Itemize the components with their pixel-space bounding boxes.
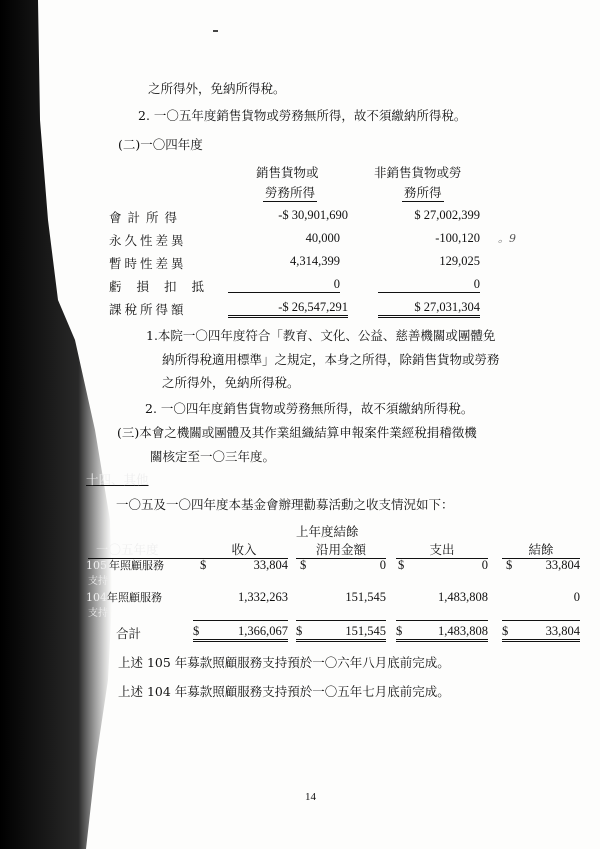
row-label-permanent-diff: 永久性差異 [109, 233, 187, 248]
row2-label: 104年照顧服務 [86, 591, 162, 604]
row-label-taxable-income: 課稅所得額 [109, 302, 187, 317]
row-label-temporary-diff: 暫時性差異 [109, 256, 187, 271]
header-expense: 支出 [396, 540, 488, 559]
row2-prev: 151,545 [345, 590, 386, 604]
speck [213, 30, 218, 32]
dollar-sign: $ [193, 624, 200, 638]
row1-balance: 33,804 [545, 558, 580, 572]
paragraph-continuation: 之所得外，免納所得稅。 [148, 81, 286, 96]
total-prev-cell [296, 620, 386, 642]
row2-income: 1,332,263 [238, 590, 288, 604]
dollar-sign: $ [296, 624, 303, 638]
row2-balance: 0 [573, 590, 580, 604]
note-104: 上述 104 年募款照顧服務支持預於一〇五年七月底前完成。 [118, 684, 450, 699]
total-income: 1,366,067 [238, 624, 288, 638]
total-expense: 1,483,808 [438, 624, 488, 638]
row2-label-tail: 支持 [88, 608, 108, 619]
header-income: 收入 [200, 540, 288, 559]
total-prev: 151,545 [345, 624, 386, 638]
row-value-b: 0 [378, 277, 480, 293]
row-value-b: $ 27,002,399 [414, 208, 480, 222]
dollar-sign: $ [398, 558, 405, 572]
note-1-line-1: 1.本院一〇四年度符合「教育、文化、公益、慈善機關或團體免 [146, 328, 496, 343]
margin-pen-mark: 。9 [498, 232, 516, 245]
dollar-sign: $ [300, 558, 307, 572]
total-balance-cell [502, 620, 580, 642]
total-income-cell [193, 620, 288, 642]
note-1-line-2: 納所得稅適用標準」之規定，本身之所得，除銷售貨物或勞務 [162, 352, 500, 367]
total-expense-cell [396, 620, 488, 642]
note-2-2014: 2. 一〇四年度銷售貨物或勞務無所得，故不須繳納所得稅。 [145, 401, 474, 416]
section-14-intro: 一〇五及一〇四年度本基金會辦理勸募活動之收支情況如下： [116, 497, 454, 512]
row1-prev: 0 [379, 558, 386, 572]
col-nonsales-header-1: 非銷售貨物或勞 [374, 165, 462, 180]
row-value-a: -$ 30,901,690 [278, 208, 348, 222]
dollar-sign: $ [200, 558, 207, 572]
row-value-a: 4,314,399 [290, 254, 340, 268]
page-number: 14 [305, 791, 316, 803]
row-label-accounting-income: 會計所得 [109, 210, 184, 225]
col-sales-header-1: 銷售貨物或 [256, 165, 319, 180]
header-prev-balance-top: 上年度結餘 [296, 524, 359, 539]
header-balance: 結餘 [502, 540, 580, 559]
note-1-line-3: 之所得外，免納所得稅。 [162, 375, 300, 390]
dollar-sign: $ [502, 624, 509, 638]
row-label-loss-carryforward: 虧損扣抵 [109, 279, 220, 294]
row-value-a: 0 [228, 277, 340, 293]
subsection-2015-title: (二)一〇四年度 [118, 137, 203, 152]
row1-label-tail: 支持 [88, 576, 108, 587]
subsection-3-line-1: (三)本會之機關或團體及其作業組織結算申報案件業經稅捐稽徵機 [117, 425, 477, 440]
row1-expense: 0 [481, 558, 488, 572]
dollar-sign: $ [506, 558, 513, 572]
total-label: 合計 [116, 626, 142, 641]
section-14-title: 十四、其他 [86, 472, 149, 487]
row2-expense: 1,483,808 [438, 590, 488, 604]
header-prev-balance: 沿用金額 [296, 540, 386, 559]
col-sales-header-2: 勞務所得 [265, 185, 316, 200]
row-value-a: -$ 26,547,291 [228, 300, 348, 318]
row-value-b: -100,120 [435, 231, 480, 245]
note-105: 上述 105 年募款照顧服務支持預於一〇六年八月底前完成。 [118, 655, 450, 670]
dollar-sign: $ [396, 624, 403, 638]
row1-label: 105 年照顧服務 [86, 559, 164, 572]
note-2-2015: 2. 一〇五年度銷售貨物或勞務無所得，故不須繳納所得稅。 [138, 108, 467, 123]
row-value-b: 129,025 [439, 254, 480, 268]
row-value-b: $ 27,031,304 [378, 300, 480, 318]
row-value-a: 40,000 [305, 231, 340, 245]
subsection-3-line-2: 關核定至一〇三年度。 [150, 449, 276, 464]
row1-income: 33,804 [253, 558, 288, 572]
total-balance: 33,804 [545, 624, 580, 638]
col-nonsales-header-2: 務所得 [404, 185, 442, 200]
header-year: 一〇五年度 [88, 540, 208, 559]
